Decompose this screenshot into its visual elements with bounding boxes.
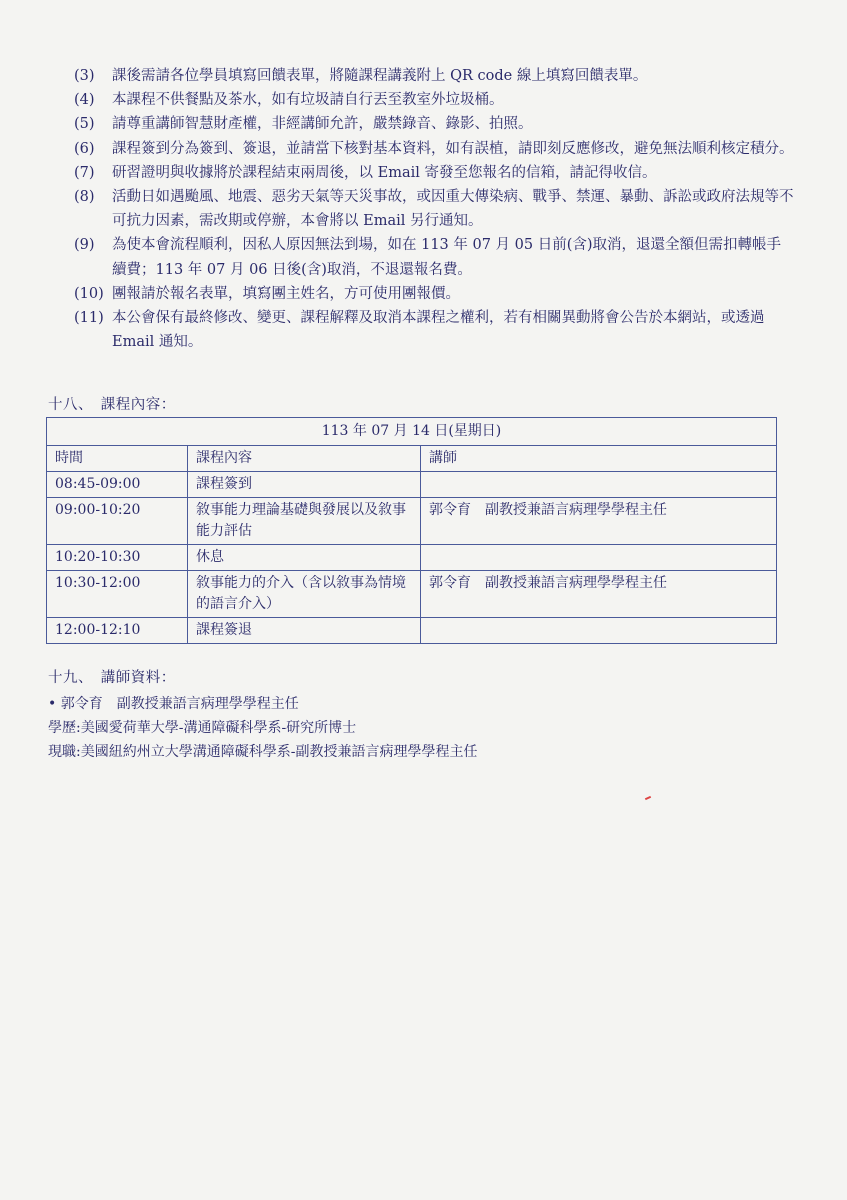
cell-content: 課程簽到 bbox=[188, 472, 421, 498]
note-item: (7) 研習證明與收據將於課程結束兩周後，以 Email 寄發至您報名的信箱，請記得收信。 bbox=[74, 164, 657, 181]
table-row bbox=[47, 545, 777, 571]
instructor-name: • 郭令育 副教授兼語言病理學學程主任 bbox=[48, 696, 299, 712]
notes-list bbox=[74, 64, 794, 354]
instructor-education: 學歷:美國愛荷華大學-溝通障礙科學系-研究所博士 bbox=[48, 720, 357, 736]
ink-mark bbox=[645, 796, 651, 800]
cell-time: 10:30-12:00 bbox=[47, 571, 188, 618]
section-18-heading: 十八、 課程內容： bbox=[48, 397, 176, 413]
schedule-table bbox=[46, 417, 777, 644]
instructor-current-position: 現職:美國紐約州立大學溝通障礙科學系-副教授兼語言病理學學程主任 bbox=[48, 744, 478, 760]
note-item: (8) 活動日如遇颱風、地震、惡劣天氣等天災事故，或因重大傳染病、戰爭、禁運、暴動、訴訟或政府法規等不可抗力因素，需改期或停辦，本會將以 Email 另行通知。 bbox=[74, 189, 794, 230]
schedule-date-row bbox=[47, 418, 777, 446]
note-item: (11) 本公會保有最終修改、變更、課程解釋及取消本課程之權利，若有相關異動將會公告於本網站，或透過 Email 通知。 bbox=[74, 310, 765, 351]
cell-content: 休息 bbox=[188, 545, 421, 571]
schedule-date: 113 年 07 月 14 日(星期日) bbox=[47, 418, 777, 446]
cell-lecturer: 郭令育 副教授兼語言病理學學程主任 bbox=[421, 498, 777, 545]
cell-content: 敘事能力理論基礎與發展以及敘事能力評估 bbox=[188, 498, 421, 545]
cell-lecturer: 郭令育 副教授兼語言病理學學程主任 bbox=[421, 571, 777, 618]
note-item: (6) 課程簽到分為簽到、簽退，並請當下核對基本資料，如有誤植，請即刻反應修改，避免無法順利核定積分。 bbox=[74, 140, 794, 157]
header-content: 課程內容 bbox=[188, 446, 421, 472]
section-19-heading: 十九、 講師資料： bbox=[48, 670, 176, 686]
cell-lecturer bbox=[421, 618, 777, 644]
table-row bbox=[47, 571, 777, 618]
cell-time: 09:00-10:20 bbox=[47, 498, 188, 545]
instructor-info bbox=[48, 692, 477, 764]
table-row bbox=[47, 618, 777, 644]
cell-time: 08:45-09:00 bbox=[47, 472, 188, 498]
table-row bbox=[47, 498, 777, 545]
note-item: (9) 為使本會流程順利，因私人原因無法到場，如在 113 年 07 月 05 日前(含)取消，退還全額但需扣轉帳手續費；113 年 07 月 06 日後(含)取消，不退還報名費。 bbox=[74, 237, 782, 278]
note-item: (10) 團報請於報名表單，填寫團主姓名，方可使用團報價。 bbox=[74, 285, 460, 302]
note-item: (5) 請尊重講師智慧財產權，非經講師允許，嚴禁錄音、錄影、拍照。 bbox=[74, 116, 533, 133]
cell-time: 10:20-10:30 bbox=[47, 545, 188, 571]
cell-content: 課程簽退 bbox=[188, 618, 421, 644]
cell-lecturer bbox=[421, 545, 777, 571]
note-item: (3) 課後需請各位學員填寫回饋表單，將隨課程講義附上 QR code 線上填寫回饋表單。 bbox=[74, 68, 648, 84]
table-row bbox=[47, 472, 777, 498]
header-time: 時間 bbox=[47, 446, 188, 472]
header-lecturer: 講師 bbox=[421, 446, 777, 472]
cell-lecturer bbox=[421, 472, 777, 498]
schedule-header-row bbox=[47, 446, 777, 472]
note-item: (4) 本課程不供餐點及茶水，如有垃圾請自行丟至教室外垃圾桶。 bbox=[74, 92, 504, 109]
cell-time: 12:00-12:10 bbox=[47, 618, 188, 644]
cell-content: 敘事能力的介入（含以敘事為情境的語言介入） bbox=[188, 571, 421, 618]
